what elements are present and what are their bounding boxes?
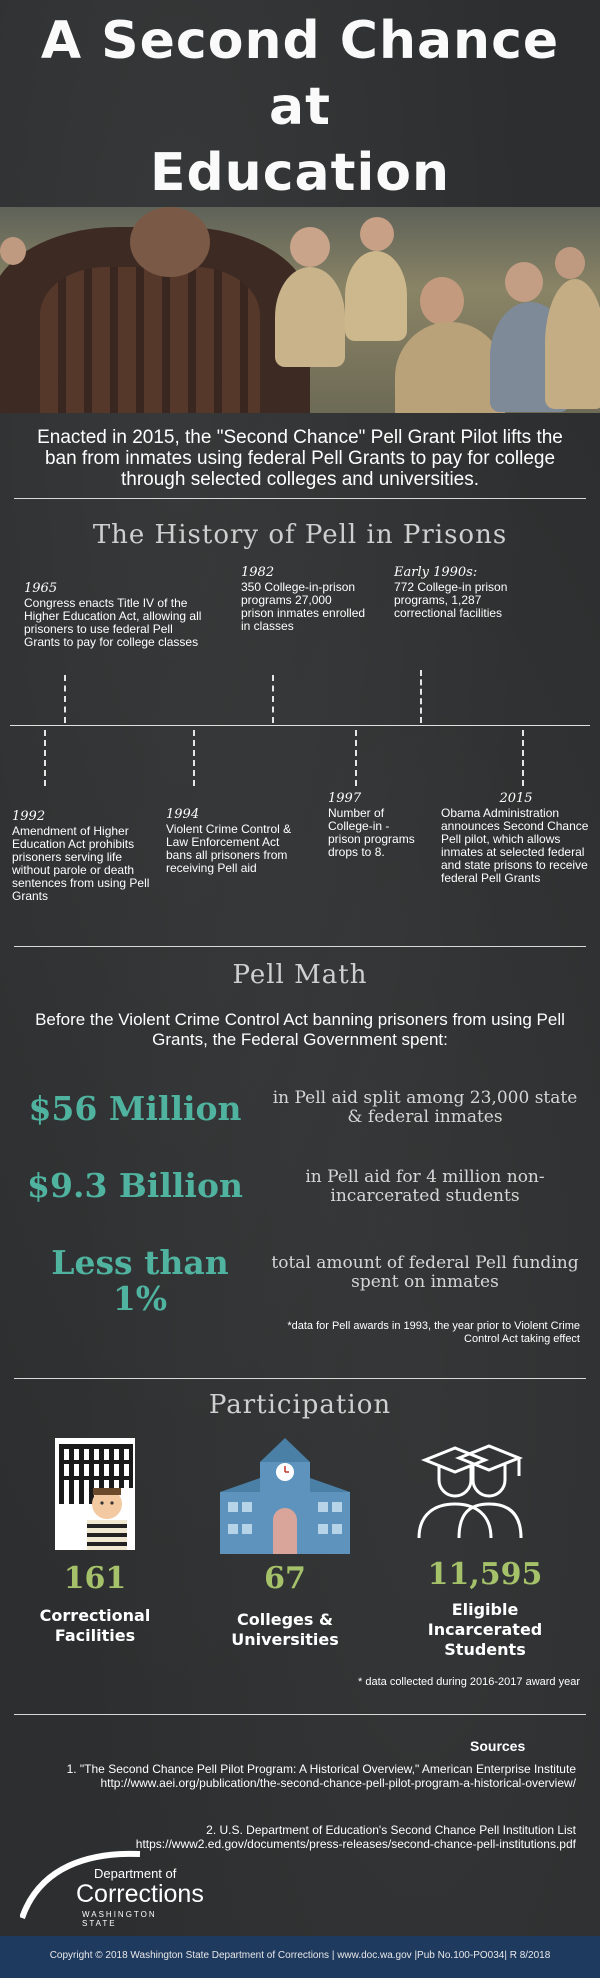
stat-value: $9.3 Billion (27, 1166, 243, 1205)
timeline-axis (10, 725, 590, 726)
timeline-event-early-1990s (394, 566, 514, 620)
participation-number: 67 (264, 1561, 306, 1596)
divider (14, 1714, 586, 1715)
stat-value: $56 Million (28, 1089, 242, 1128)
stat-description: in Pell aid split among 23,000 state & federal inmates (272, 1088, 578, 1127)
source-item-2: 2. U.S. Department of Education's Second Chance Pell Institution List https://www2.ed.gov/documents/press-releases/second-chance-pell-institutions.pdf (135, 1823, 576, 1851)
timeline-text: Obama Administration announces Second Chance Pell pilot, which allows inmates at selected federal and state prisons to receive federal Pell Grants (441, 806, 589, 885)
logo-text: Department of (94, 1866, 177, 1881)
timeline-text: Violent Crime Control & Law Enforcement Act bans all prisoners from receiving Pell aid (166, 822, 292, 875)
title-line-1: A Second Chance (40, 11, 560, 71)
intro-text: Enacted in 2015, the "Second Chance" Pell Grant Pilot lifts the ban from inmates using federal Pell Grants to pay for college through selected colleges and universities. (37, 427, 563, 490)
timeline-year: 1997 (328, 791, 362, 806)
timeline-marker (64, 675, 66, 723)
timeline-year: 1965 (24, 581, 58, 596)
timeline-marker (272, 675, 274, 723)
title-line-2: at (269, 77, 331, 137)
footer-text: Copyright © 2018 Washington State Department of Corrections | www.doc.wa.gov |Pub No.100-PO034| R 8/2018 (49, 1950, 551, 1961)
timeline-year: 1982 (241, 565, 275, 580)
timeline-marker (355, 730, 357, 786)
timeline-text: Congress enacts Title IV of the Higher Education Act, allowing all prisoners to use federal Pell Grants to pay for college classes (24, 596, 202, 649)
timeline-text: 772 College-in prison programs, 1,287 correctional facilities (394, 580, 508, 620)
timeline-event-1997 (328, 792, 418, 859)
prisoner-icon (55, 1438, 135, 1550)
stat-description: in Pell aid for 4 million non-incarcerated students (305, 1167, 545, 1206)
participation-heading: Participation (208, 1390, 392, 1420)
title-line-3: Education (149, 143, 451, 203)
source-item-1: 1. "The Second Chance Pell Pilot Program: A Historical Overview," American Enterprise Institute http://www.aei.org/publication/the-second-chance-pell-pilot-program-a-historical-overview/ (66, 1762, 576, 1790)
timeline-marker (420, 670, 422, 723)
timeline-year: Early 1990s: (394, 565, 478, 580)
timeline-text: Number of College-in - prison programs drops to 8. (328, 806, 415, 859)
math-footnote: *data for Pell awards in 1993, the year prior to Violent Crime Control Act taking effect (287, 1320, 580, 1345)
participation-footnote: * data collected during 2016-2017 award year (358, 1676, 580, 1688)
stat-value: Less than 1% (51, 1243, 229, 1318)
timeline-year: 1992 (12, 809, 46, 824)
timeline-text: Amendment of Higher Education Act prohibits prisoners serving life without parole or death sentences from using Pell Grants (12, 824, 150, 903)
graduates-icon (415, 1440, 525, 1540)
logo-text: WASHINGTON STATE (82, 1910, 157, 1928)
participation-label: Correctional Facilities (39, 1606, 151, 1645)
timeline-text: 350 College-in-prison programs 27,000 prison inmates enrolled in classes (241, 580, 366, 633)
timeline-event-1992 (12, 810, 152, 903)
divider (14, 946, 586, 947)
participation-label: Colleges & Universities (231, 1610, 339, 1649)
timeline-year: 1994 (166, 807, 200, 822)
timeline-marker (193, 730, 195, 786)
school-building-icon (220, 1432, 350, 1554)
sources-heading: Sources (470, 1738, 526, 1754)
timeline-event-2015 (441, 792, 591, 885)
divider (14, 498, 586, 499)
timeline-year: 2015 (499, 791, 533, 806)
timeline-marker (44, 730, 46, 786)
timeline-event-1965 (24, 582, 209, 649)
doc-logo (20, 1846, 204, 1928)
footer-bar (0, 1936, 600, 1978)
timeline-event-1994 (166, 808, 306, 875)
classroom-photo (0, 207, 600, 413)
participation-label: Eligible Incarcerated Students (427, 1600, 543, 1659)
history-heading: The History of Pell in Prisons (92, 520, 508, 550)
logo-text: Corrections (76, 1880, 204, 1908)
participation-number: 161 (63, 1561, 127, 1596)
divider (14, 1378, 586, 1379)
main-title (0, 8, 600, 206)
pell-math-heading: Pell Math (232, 960, 368, 990)
pell-math-subtitle: Before the Violent Crime Control Act banning prisoners from using Pell Grants, the Federal Government spent: (35, 1010, 565, 1049)
timeline-marker (522, 730, 524, 786)
timeline-event-1982 (241, 566, 366, 633)
stat-description: total amount of federal Pell funding spent on inmates (271, 1253, 579, 1292)
participation-number: 11,595 (427, 1557, 543, 1592)
